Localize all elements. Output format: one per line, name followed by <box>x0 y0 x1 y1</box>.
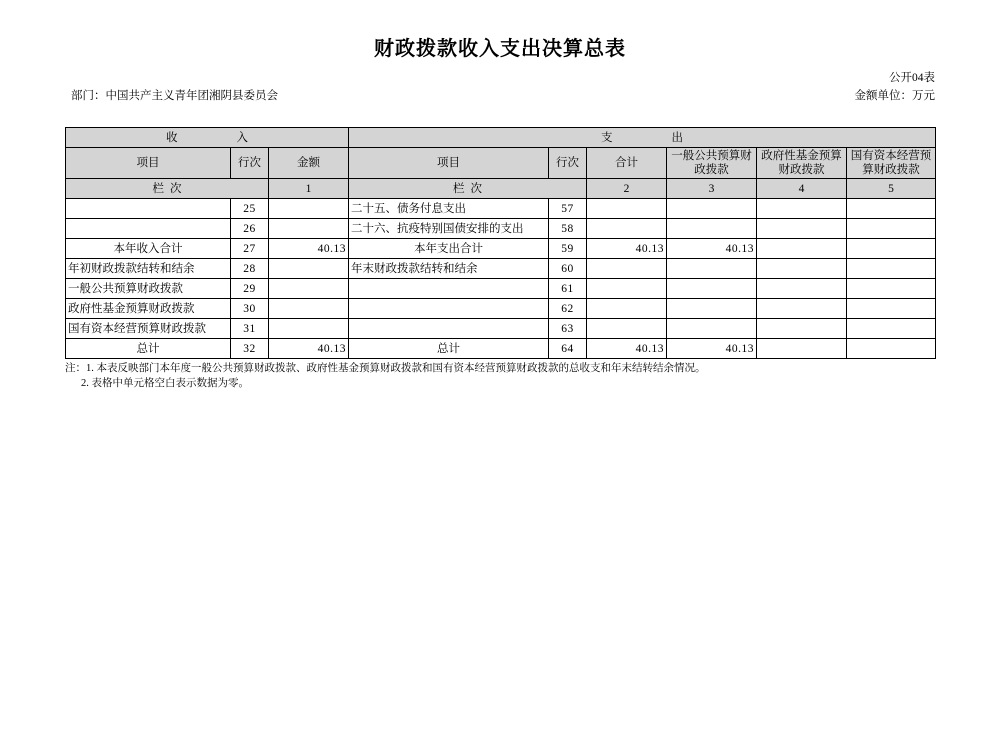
cell-expense-capital <box>847 299 936 319</box>
cell-expense-fund <box>757 239 847 259</box>
cell-expense-general <box>667 219 757 239</box>
cell-expense-total: 40.13 <box>587 239 667 259</box>
cell-expense-capital <box>847 199 936 219</box>
cell-expense-total <box>587 319 667 339</box>
cell-income-amount <box>269 219 349 239</box>
cell-expense-capital <box>847 239 936 259</box>
cell-expense-general <box>667 319 757 339</box>
cell-expense-item: 二十五、债务付息支出 <box>349 199 549 219</box>
cell-income-amount <box>269 199 349 219</box>
cell-income-item: 政府性基金预算财政拨款 <box>66 299 231 319</box>
amount-unit-label: 金额单位：万元 <box>854 90 935 102</box>
cell-expense-capital <box>847 339 936 359</box>
cell-expense-general: 40.13 <box>667 339 757 359</box>
table-row <box>66 219 936 239</box>
cell-expense-total <box>587 259 667 279</box>
cell-expense-line: 60 <box>549 259 587 279</box>
table-row-total <box>66 339 936 359</box>
header-expense-total: 合计 <box>587 148 667 179</box>
cell-expense-general <box>667 299 757 319</box>
cell-expense-capital <box>847 219 936 239</box>
cell-income-amount <box>269 299 349 319</box>
cell-expense-capital <box>847 259 936 279</box>
table-row <box>66 199 936 219</box>
cell-expense-general <box>667 279 757 299</box>
header-expense-fund: 政府性基金预算财政拨款 <box>757 148 847 179</box>
cell-expense-fund <box>757 299 847 319</box>
expense-col-2: 2 <box>587 179 667 199</box>
cell-expense-line: 63 <box>549 319 587 339</box>
table-row <box>66 239 936 259</box>
page-title: 财政拨款收入支出决算总表 <box>374 38 626 60</box>
expense-col-5: 5 <box>847 179 936 199</box>
cell-expense-capital <box>847 319 936 339</box>
cell-expense-item: 本年支出合计 <box>349 239 549 259</box>
cell-income-line: 28 <box>231 259 269 279</box>
table-column-header-row <box>66 148 936 179</box>
cell-expense-capital <box>847 279 936 299</box>
header-expense-item: 项目 <box>349 148 549 179</box>
cell-expense-line: 59 <box>549 239 587 259</box>
cell-income-item: 国有资本经营预算财政拨款 <box>66 319 231 339</box>
cell-income-item: 年初财政拨款结转和结余 <box>66 259 231 279</box>
budget-table <box>65 127 936 359</box>
cell-expense-fund <box>757 219 847 239</box>
cell-expense-item: 总计 <box>349 339 549 359</box>
table-row <box>66 299 936 319</box>
cell-expense-fund <box>757 279 847 299</box>
table-group-header-row <box>66 128 936 148</box>
cell-expense-item <box>349 319 549 339</box>
cell-expense-total <box>587 199 667 219</box>
cell-expense-general: 40.13 <box>667 239 757 259</box>
cell-expense-line: 62 <box>549 299 587 319</box>
cell-income-line: 27 <box>231 239 269 259</box>
cell-expense-item <box>349 299 549 319</box>
cell-expense-general <box>667 259 757 279</box>
table-notes <box>65 361 935 391</box>
table-row <box>66 319 936 339</box>
income-group-header: 收 入 <box>66 128 349 148</box>
cell-expense-line: 57 <box>549 199 587 219</box>
cell-expense-total <box>587 299 667 319</box>
header-income-amount: 金额 <box>269 148 349 179</box>
cell-income-line: 30 <box>231 299 269 319</box>
cell-expense-line: 58 <box>549 219 587 239</box>
cell-expense-item: 二十六、抗疫特别国债安排的支出 <box>349 219 549 239</box>
expense-col-3: 3 <box>667 179 757 199</box>
cell-income-line: 29 <box>231 279 269 299</box>
cell-expense-fund <box>757 319 847 339</box>
cell-expense-total <box>587 219 667 239</box>
cell-expense-total <box>587 279 667 299</box>
header-income-line: 行次 <box>231 148 269 179</box>
income-col-1: 1 <box>269 179 349 199</box>
cell-income-item: 总计 <box>66 339 231 359</box>
income-column-label: 栏次 <box>66 179 269 199</box>
cell-income-line: 31 <box>231 319 269 339</box>
cell-income-item <box>66 199 231 219</box>
note-line-2: 2. 表格中单元格空白表示数据为零。 <box>81 378 249 389</box>
cell-expense-item <box>349 279 549 299</box>
cell-expense-total: 40.13 <box>587 339 667 359</box>
cell-income-amount <box>269 259 349 279</box>
meta-area <box>65 61 935 102</box>
cell-expense-item: 年末财政拨款结转和结余 <box>349 259 549 279</box>
cell-income-item <box>66 219 231 239</box>
main-table-wrap <box>65 127 935 359</box>
cell-income-line: 26 <box>231 219 269 239</box>
table-row <box>66 279 936 299</box>
cell-expense-fund <box>757 199 847 219</box>
expense-group-header: 支 出 <box>349 128 936 148</box>
department-label: 部门：中国共产主义青年团湘阴县委员会 <box>71 90 278 102</box>
cell-income-amount <box>269 319 349 339</box>
cell-expense-fund <box>757 259 847 279</box>
table-row <box>66 259 936 279</box>
header-expense-capital: 国有资本经营预算财政拨款 <box>847 148 936 179</box>
header-expense-line: 行次 <box>549 148 587 179</box>
cell-expense-line: 61 <box>549 279 587 299</box>
note-line-1: 注：1. 本表反映部门本年度一般公共预算财政拨款、政府性基金预算财政拨款和国有资本经营预算财政拨款的总收支和年末结转结余情况。 <box>65 363 706 374</box>
cell-income-amount: 40.13 <box>269 339 349 359</box>
cell-income-amount: 40.13 <box>269 239 349 259</box>
cell-income-item: 一般公共预算财政拨款 <box>66 279 231 299</box>
expense-column-label: 栏次 <box>349 179 587 199</box>
cell-expense-general <box>667 199 757 219</box>
cell-income-item: 本年收入合计 <box>66 239 231 259</box>
cell-income-line: 25 <box>231 199 269 219</box>
table-column-number-row <box>66 179 936 199</box>
cell-expense-line: 64 <box>549 339 587 359</box>
header-expense-general: 一般公共预算财政拨款 <box>667 148 757 179</box>
header-income-item: 项目 <box>66 148 231 179</box>
cell-income-amount <box>269 279 349 299</box>
document-page <box>0 32 1000 738</box>
cell-expense-fund <box>757 339 847 359</box>
cell-income-line: 32 <box>231 339 269 359</box>
expense-col-4: 4 <box>757 179 847 199</box>
form-code: 公开04表 <box>889 72 935 84</box>
